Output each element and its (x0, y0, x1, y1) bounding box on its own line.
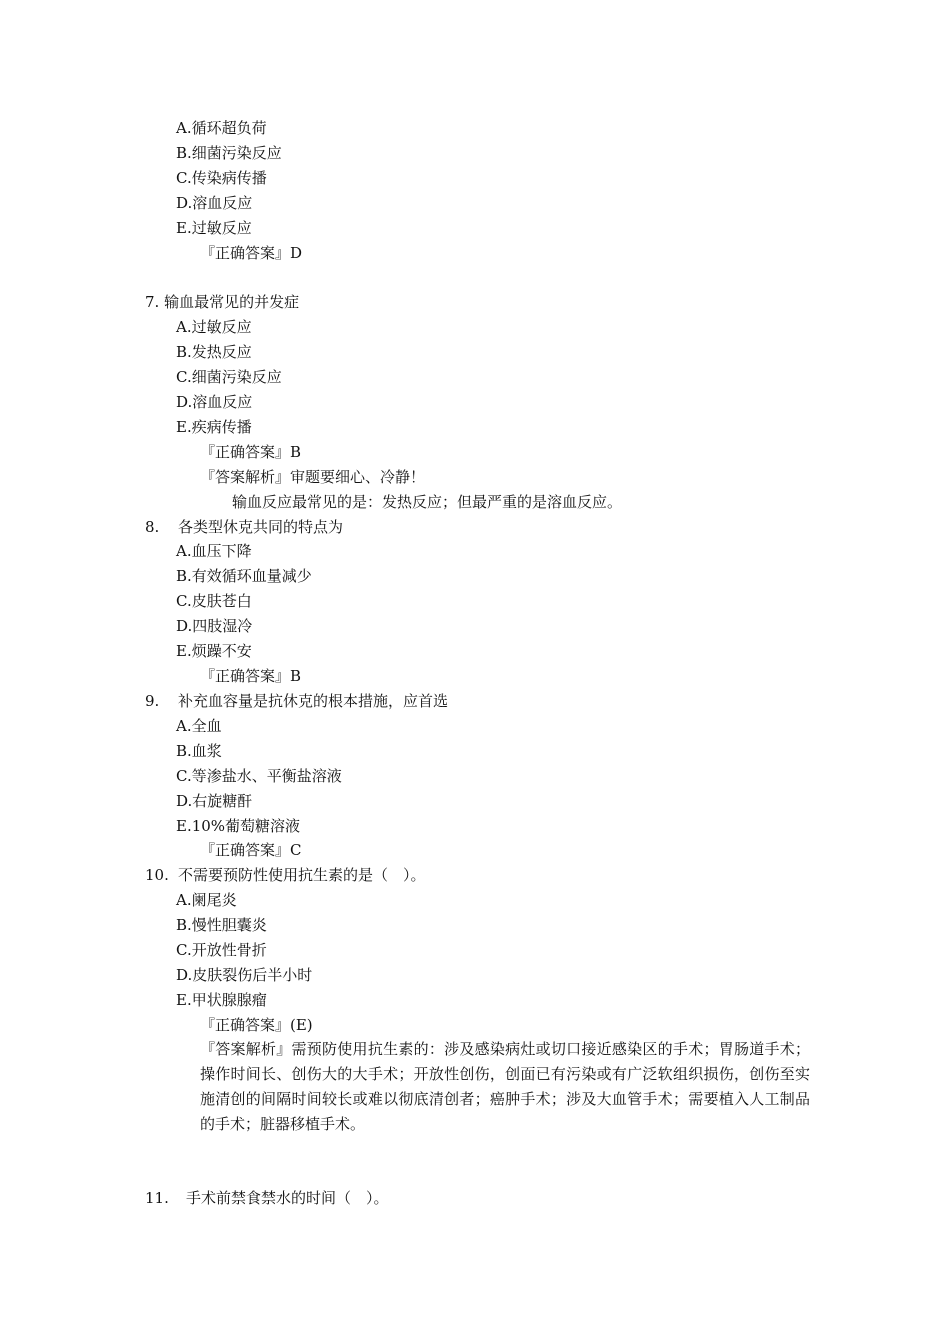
q8-option-a: A.血压下降 (176, 542, 252, 560)
q9-number: 9. (145, 692, 160, 710)
q7-analysis-detail: 输血反应最常见的是：发热反应；但最严重的是溶血反应。 (232, 493, 623, 511)
q8-stem: 各类型休克共同的特点为 (178, 518, 344, 536)
q6-option-d: D.溶血反应 (176, 194, 253, 212)
q8-option-e: E.烦躁不安 (176, 642, 252, 660)
q7-analysis: 『答案解析』审题要细心、冷静！ (200, 468, 426, 486)
q8-number: 8. (145, 518, 160, 536)
q9-stem: 补充血容量是抗休克的根本措施，应首选 (178, 692, 449, 710)
q10-answer: 『正确答案』(E) (200, 1016, 313, 1034)
q11-number: 11. (145, 1189, 169, 1207)
q6-answer: 『正确答案』D (200, 244, 303, 262)
q9-option-c: C.等渗盐水、平衡盐溶液 (176, 767, 342, 785)
q10-option-a: A.阑尾炎 (176, 891, 237, 909)
q8-option-b: B.有效循环血量减少 (176, 567, 312, 585)
q8-option-c: C.皮肤苍白 (176, 592, 252, 610)
q7-option-e: E.疾病传播 (176, 418, 252, 436)
q9-option-b: B.血浆 (176, 742, 222, 760)
q10-number: 10. (145, 866, 169, 884)
q10-analysis: 『答案解析』需预防使用抗生素的：涉及感染病灶或切口接近感染区的手术；胃肠道手术；操作时间长、创伤大的大手术；开放性创伤，创面已有污染或有广泛软组织损伤，创伤至实施清创的间隔时间较长或难以彻底清创者；癌肿手术；涉及大血管手术；需要植入人工制品的手术；脏器移植手术。 (200, 1040, 810, 1133)
q10-option-b: B.慢性胆囊炎 (176, 916, 267, 934)
q6-option-c: C.传染病传播 (176, 169, 267, 187)
q10-stem: 不需要预防性使用抗生素的是（ ）。 (178, 866, 426, 884)
q7-option-c: C.细菌污染反应 (176, 368, 282, 386)
q9-option-e: E.10%葡萄糖溶液 (176, 817, 301, 835)
q6-option-b: B.细菌污染反应 (176, 144, 282, 162)
q7-answer: 『正确答案』B (200, 443, 302, 461)
q7-option-b: B.发热反应 (176, 343, 252, 361)
q10-option-d: D.皮肤裂伤后半小时 (176, 966, 313, 984)
q9-option-d: D.右旋糖酐 (176, 792, 253, 810)
q7-stem: 7. 输血最常见的并发症 (145, 293, 300, 311)
q6-option-a: A.循环超负荷 (176, 119, 267, 137)
q7-option-d: D.溶血反应 (176, 393, 253, 411)
q9-option-a: A.全血 (176, 717, 222, 735)
q11-stem: 手术前禁食禁水的时间（ ）。 (186, 1189, 389, 1207)
q6-option-e: E.过敏反应 (176, 219, 252, 237)
q8-option-d: D.四肢湿冷 (176, 617, 253, 635)
q9-answer: 『正确答案』C (200, 841, 302, 859)
q10-option-c: C.开放性骨折 (176, 941, 267, 959)
q8-answer: 『正确答案』B (200, 667, 302, 685)
q10-option-e: E.甲状腺腺瘤 (176, 991, 267, 1009)
q7-option-a: A.过敏反应 (176, 318, 252, 336)
